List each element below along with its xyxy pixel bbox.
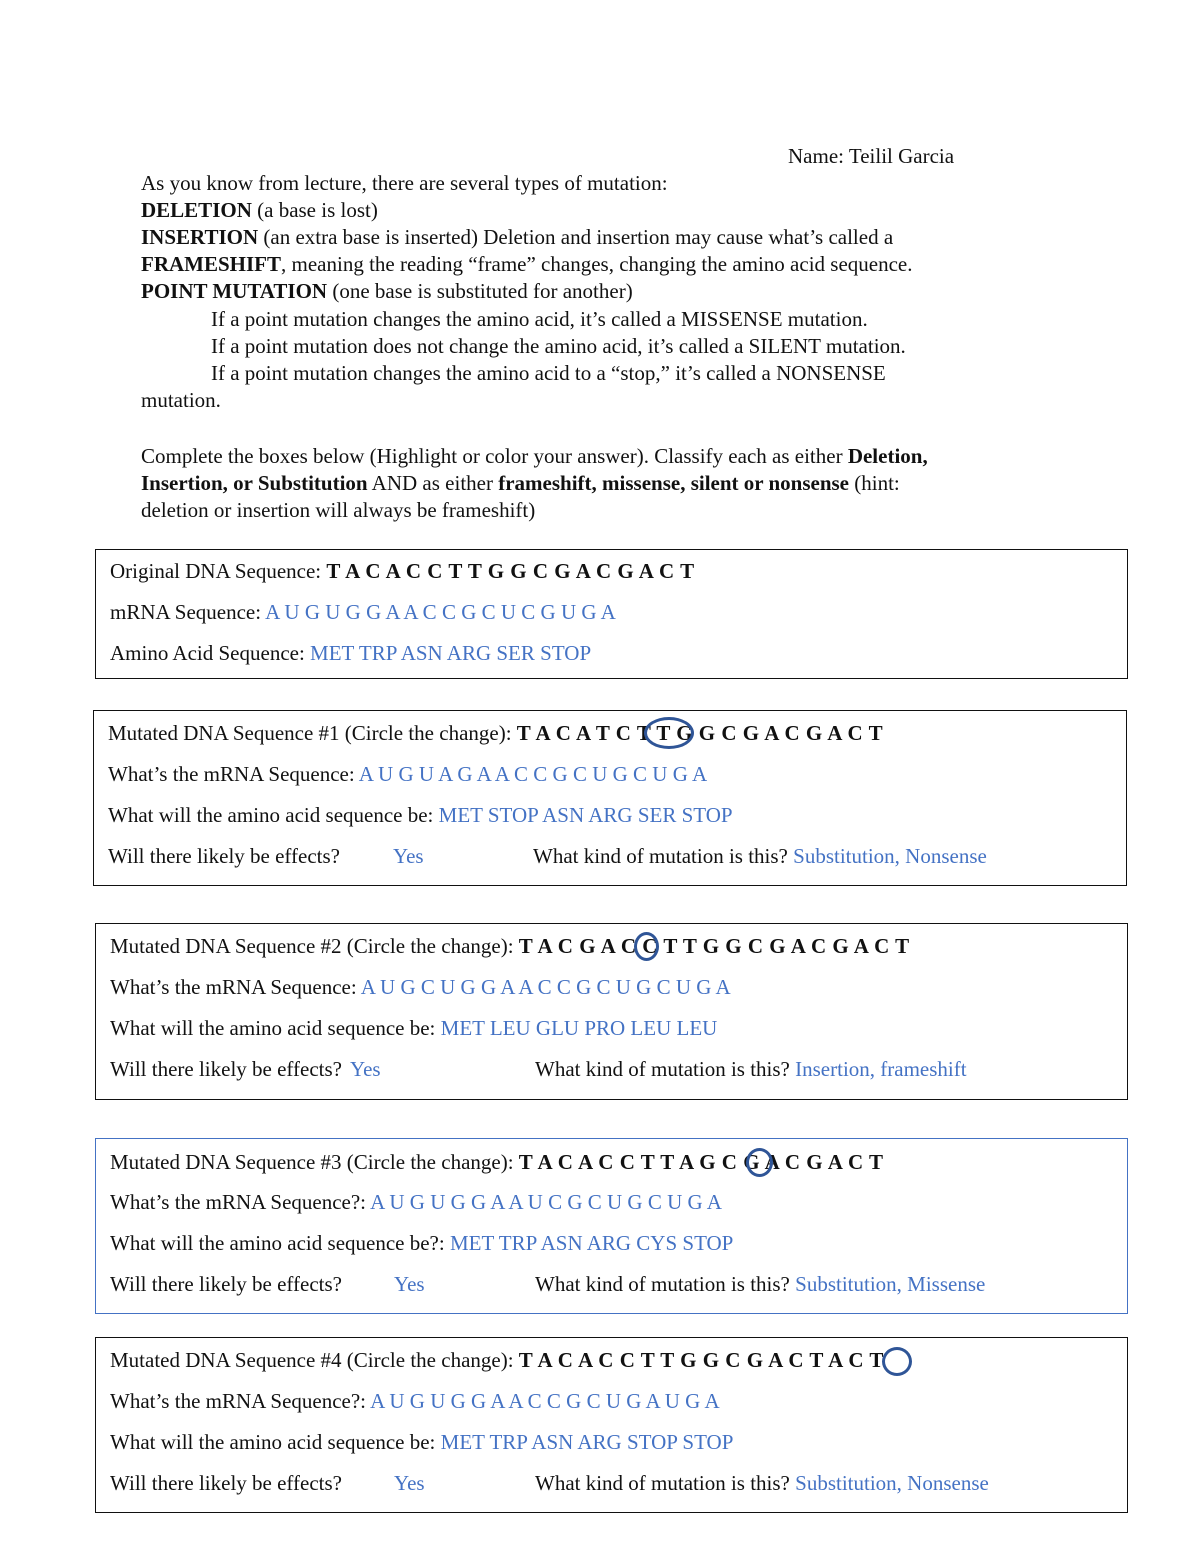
point-mutation-desc: (one base is substituted for another) (327, 279, 633, 303)
change-circle-mark (746, 1148, 773, 1177)
nonsense-definition-cont: mutation. (141, 388, 221, 412)
mutation-mrna-row (110, 1190, 722, 1215)
kind-answer: Substitution, Nonsense (795, 1471, 989, 1495)
instructions-line-3: deletion or insertion will always be frameshift) (141, 498, 536, 522)
original-dna-row (110, 559, 695, 584)
deletion-definition (141, 198, 378, 223)
mutation-kind-row (533, 844, 987, 869)
mutation-box-3 (95, 1138, 1128, 1314)
mutation-box-1 (93, 710, 1127, 886)
instructions-bold: Insertion, or Substitution (141, 471, 368, 495)
nonsense-definition: If a point mutation changes the amino acid to a “stop,” it’s called a NONSENSE (211, 361, 886, 385)
mutation-aa-row (110, 1231, 733, 1256)
mutation-mrna-label: What’s the mRNA Sequence: (110, 975, 361, 999)
mutation-aa-answer: MET STOP ASN ARG SER STOP (438, 803, 733, 827)
original-mrna-row (110, 600, 616, 625)
mutation-effects-row (110, 1057, 381, 1082)
mutation-kind-row (535, 1272, 985, 1297)
effects-answer: Yes (394, 1272, 425, 1296)
frameshift-definition (141, 252, 913, 277)
change-circle-mark (634, 932, 659, 961)
intro-line: As you know from lecture, there are several types of mutation: (141, 171, 668, 195)
frameshift-term: FRAMESHIFT (141, 252, 282, 276)
mutation-effects-row (110, 1471, 425, 1496)
mutation-dna-row (110, 934, 910, 959)
instructions-text: (hint: (849, 471, 900, 495)
silent-definition: If a point mutation does not change the amino acid, it’s called a SILENT mutation. (211, 334, 906, 358)
original-aa-label: Amino Acid Sequence: (110, 641, 311, 665)
mutation-aa-label: What will the amino acid sequence be?: (110, 1231, 450, 1255)
mutation-aa-row (110, 1430, 733, 1455)
kind-answer: Substitution, Nonsense (793, 844, 987, 868)
mutation-dna-row (108, 721, 883, 746)
effects-label: Will there likely be effects? (108, 844, 340, 868)
original-mrna-sequence: A U G U G G A A C C G C U C G U G A (265, 600, 616, 624)
mutation-aa-answer: MET TRP ASN ARG STOP STOP (440, 1430, 734, 1454)
mutation-dna-row (110, 1348, 884, 1373)
effects-label: Will there likely be effects? (110, 1471, 342, 1495)
instructions-bold: frameshift, missense, silent or nonsense (498, 471, 849, 495)
original-dna-label: Original DNA Sequence: (110, 559, 327, 583)
mutation-kind-row (535, 1471, 989, 1496)
point-mutation-definition (141, 279, 633, 304)
mutation-mrna-answer: A U G U A G A A C C G C U G C U G A (358, 762, 708, 786)
original-sequence-box (95, 549, 1128, 679)
mutation-mrna-row (110, 1389, 720, 1414)
mutation-dna-sequence: T A C G A C C T T G G C G A C G A C T (518, 934, 910, 958)
change-circle-mark (644, 717, 694, 749)
insertion-definition (141, 225, 893, 250)
mutation-dna-sequence: T A C A C C T T A G C G A C G A C T (518, 1150, 884, 1174)
mutation-dna-label: Mutated DNA Sequence #4 (Circle the change): (110, 1348, 519, 1372)
mutation-aa-row (110, 1016, 717, 1041)
instructions-line-2 (141, 471, 900, 496)
kind-label: What kind of mutation is this? (535, 1471, 796, 1495)
mutation-aa-label: What will the amino acid sequence be: (110, 1016, 441, 1040)
instructions-line-1 (141, 444, 928, 469)
frameshift-desc: , meaning the reading “frame” changes, changing the amino acid sequence. (281, 252, 913, 276)
insertion-term: INSERTION (141, 225, 259, 249)
mutation-dna-label: Mutated DNA Sequence #2 (Circle the change): (110, 934, 519, 958)
mutation-mrna-answer: A U G U G G A A U C G C U G C U G A (370, 1190, 722, 1214)
insertion-desc: (an extra base is inserted) Deletion and insertion may cause what’s called a (258, 225, 894, 249)
kind-answer: Substitution, Missense (795, 1272, 986, 1296)
mutation-dna-label: Mutated DNA Sequence #1 (Circle the change): (108, 721, 517, 745)
mutation-aa-answer: MET LEU GLU PRO LEU LEU (440, 1016, 718, 1040)
mutation-effects-row (108, 844, 424, 869)
kind-label: What kind of mutation is this? (533, 844, 794, 868)
mutation-aa-row (108, 803, 733, 828)
effects-answer: Yes (350, 1057, 381, 1081)
original-aa-row (110, 641, 591, 666)
kind-answer: Insertion, frameshift (795, 1057, 967, 1081)
effects-answer: Yes (394, 1471, 425, 1495)
deletion-desc: (a base is lost) (251, 198, 378, 222)
mutation-kind-row (535, 1057, 967, 1082)
mutation-box-4 (95, 1337, 1128, 1513)
original-aa-sequence: MET TRP ASN ARG SER STOP (310, 641, 592, 665)
mutation-mrna-answer: A U G C U G G A A C C G C U G C U G A (360, 975, 731, 999)
change-circle-mark (882, 1347, 912, 1376)
effects-label: Will there likely be effects? (110, 1272, 342, 1296)
kind-label: What kind of mutation is this? (535, 1272, 796, 1296)
mutation-dna-sequence: T A C A T C T T G G C G A C G A C T (516, 721, 884, 745)
mutation-dna-sequence: T A C A C C T T G G C G A C T A C T (518, 1348, 884, 1372)
mutation-aa-label: What will the amino acid sequence be: (110, 1430, 441, 1454)
effects-answer: Yes (393, 844, 424, 868)
mutation-box-2 (95, 923, 1128, 1100)
mutation-mrna-answer: A U G U G G A A C C G C U G A U G A (370, 1389, 720, 1413)
mutation-aa-answer: MET TRP ASN ARG CYS STOP (449, 1231, 734, 1255)
mutation-mrna-label: What’s the mRNA Sequence: (108, 762, 359, 786)
mutation-mrna-label: What’s the mRNA Sequence?: (110, 1190, 371, 1214)
student-name: Name: Teilil Garcia (788, 144, 955, 168)
instructions-bold: Deletion, (847, 444, 928, 468)
mutation-mrna-row (108, 762, 707, 787)
instructions-text: Complete the boxes below (Highlight or color your answer). Classify each as either (141, 444, 848, 468)
mutation-effects-row (110, 1272, 425, 1297)
mutation-mrna-label: What’s the mRNA Sequence?: (110, 1389, 371, 1413)
original-dna-sequence: T A C A C C T T G G C G A C G A C T (326, 559, 695, 583)
mutation-mrna-row (110, 975, 731, 1000)
effects-label: Will there likely be effects? (110, 1057, 342, 1081)
kind-label: What kind of mutation is this? (535, 1057, 796, 1081)
mutation-aa-label: What will the amino acid sequence be: (108, 803, 439, 827)
point-mutation-term: POINT MUTATION (141, 279, 328, 303)
instructions-text: AND as either (367, 471, 499, 495)
missense-definition: If a point mutation changes the amino acid, it’s called a MISSENSE mutation. (211, 307, 868, 331)
original-mrna-label: mRNA Sequence: (110, 600, 266, 624)
mutation-dna-label: Mutated DNA Sequence #3 (Circle the change): (110, 1150, 519, 1174)
deletion-term: DELETION (141, 198, 252, 222)
